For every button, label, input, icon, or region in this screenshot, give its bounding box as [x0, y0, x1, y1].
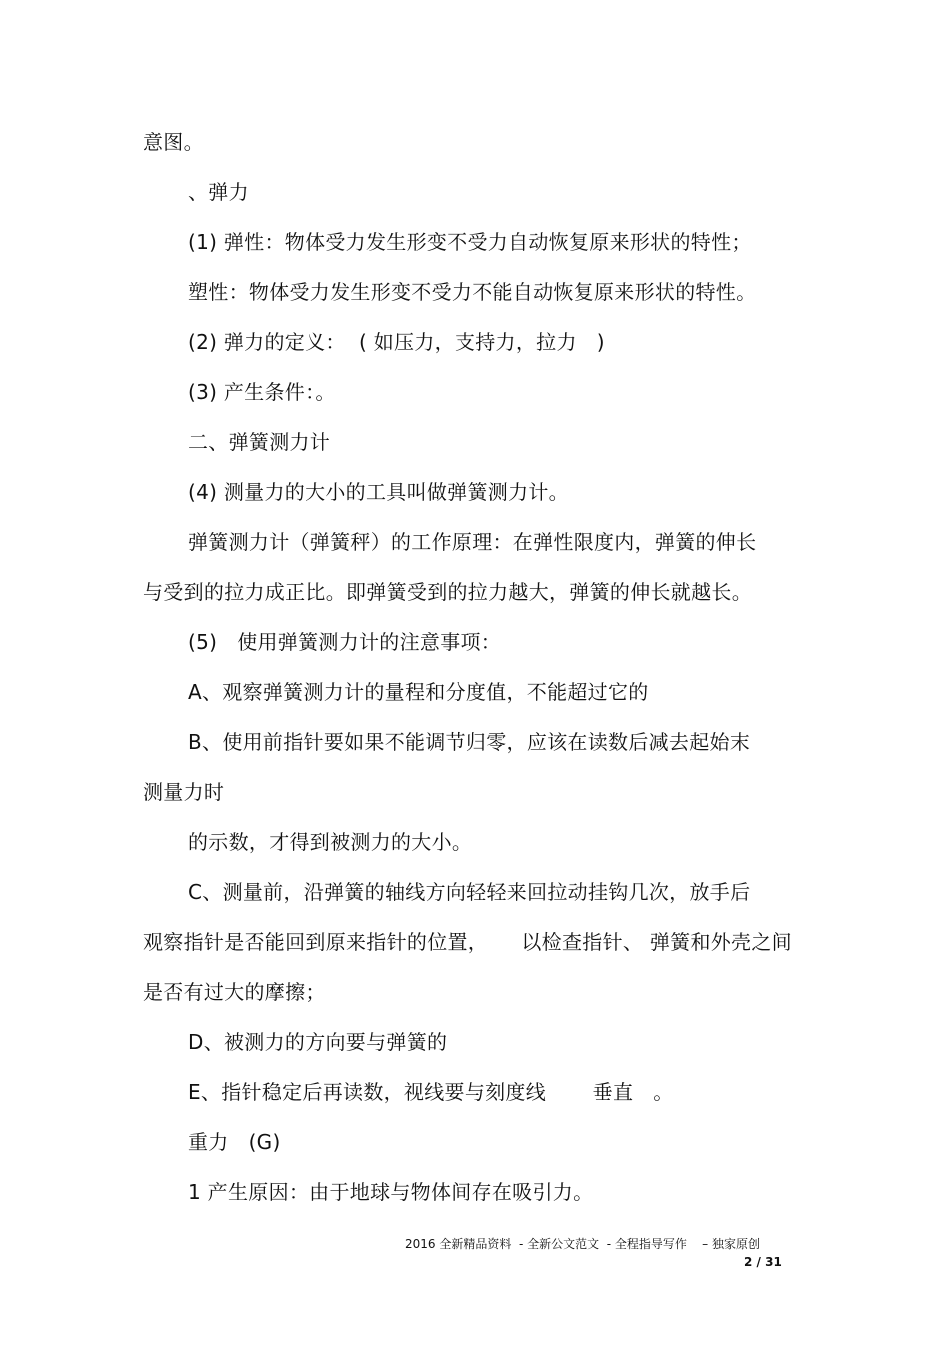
text-line-1: 意图。 [143, 130, 204, 154]
text-line-plasticity: 塑性：物体受力发生形变不受力不能自动恢复原来形状的特性。 [188, 280, 757, 304]
section-heading-gravity: 重力 (G) [188, 1130, 281, 1154]
text-line-item-c-2: 观察指针是否能回到原来指针的位置， 以检查指针、 弹簧和外壳之间 [143, 930, 792, 954]
section-heading-elastic-force: 、弹力 [188, 180, 249, 204]
text-line-item-c-3: 是否有过大的摩擦； [143, 980, 326, 1004]
text-line-principle-1: 弹簧测力计（弹簧秤）的工作原理：在弹性限度内，弹簧的伸长 [188, 530, 757, 554]
text-line-item-b-3: 的示数，才得到被测力的大小。 [188, 830, 473, 854]
section-heading-spring-scale: 二、弹簧测力计 [188, 430, 331, 454]
text-line-precautions: (5) 使用弹簧测力计的注意事项： [188, 630, 502, 654]
text-line-item-b-1: B、使用前指针要如果不能调节归零，应该在读数后减去起始末 [188, 730, 751, 754]
text-line-item-e: E、指针稳定后再读数，视线要与刻度线 垂直 。 [188, 1080, 674, 1104]
text-line-gravity-cause: 1 产生原因：由于地球与物体间存在吸引力。 [188, 1180, 594, 1204]
page-footer: 2016 全新精品资料 - 全新公文范文 - 全程指导写作 – 独家原创 [405, 1237, 760, 1251]
text-line-item-b-2: 测量力时 [143, 780, 225, 804]
text-line-principle-2: 与受到的拉力成正比。即弹簧受到的拉力越大，弹簧的伸长就越长。 [143, 580, 752, 604]
page-number: 2 / 31 [744, 1255, 782, 1269]
text-line-definition: (2) 弹力的定义： ( 如压力，支持力，拉力 ) [188, 330, 605, 354]
text-line-item-a: A、观察弹簧测力计的量程和分度值，不能超过它的 [188, 680, 649, 704]
text-line-elasticity: (1) 弹性：物体受力发生形变不受力自动恢复原来形状的特性； [188, 230, 752, 254]
text-line-item-d: D、被测力的方向要与弹簧的 [188, 1030, 448, 1054]
text-line-item-c-1: C、测量前，沿弹簧的轴线方向轻轻来回拉动挂钩几次，放手后 [188, 880, 751, 904]
text-line-conditions: (3) 产生条件：。 [188, 380, 336, 404]
text-line-tool: (4) 测量力的大小的工具叫做弹簧测力计。 [188, 480, 569, 504]
